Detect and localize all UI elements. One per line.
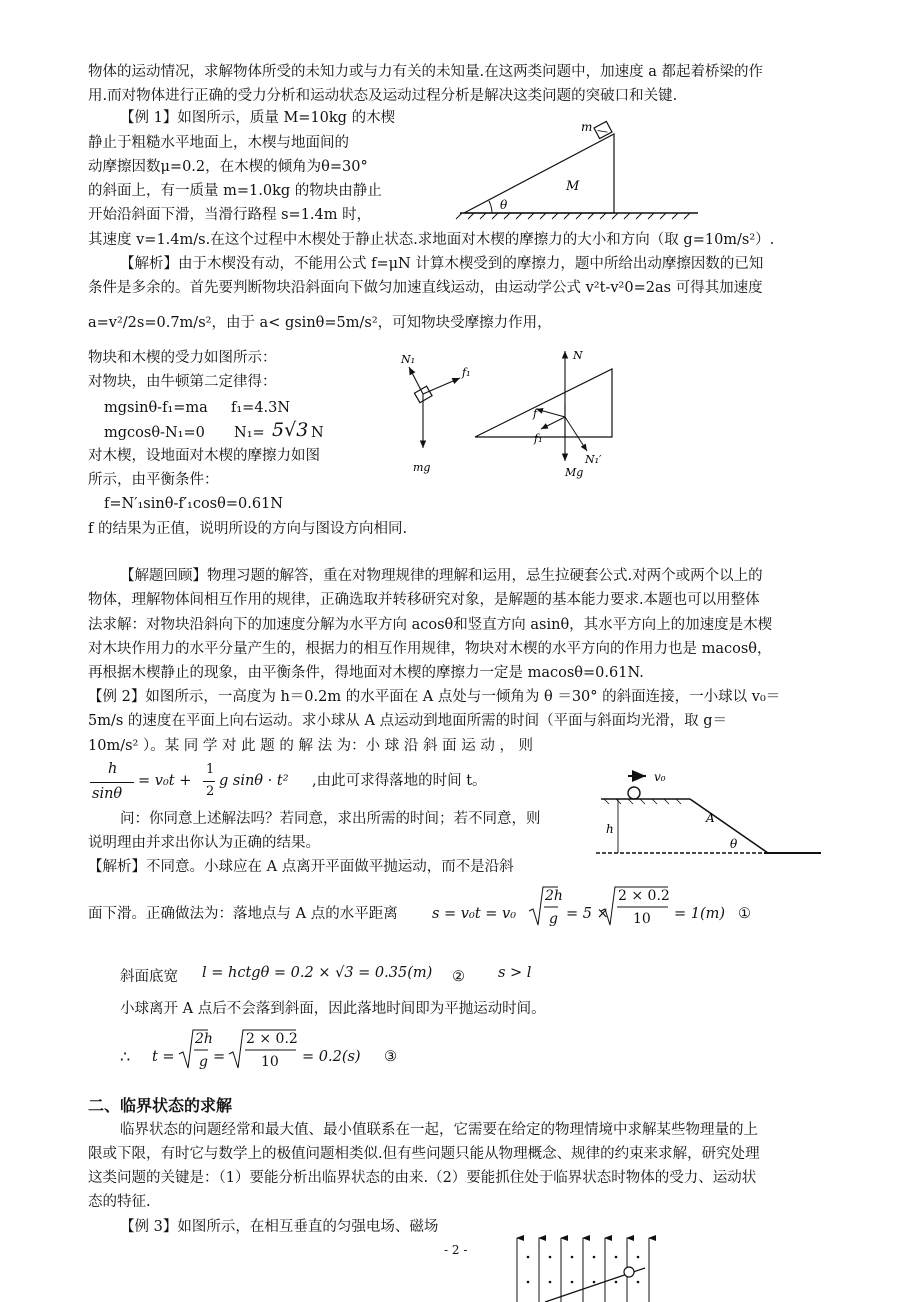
sol2-eq3-sqrt1-num: 2h (195, 1031, 213, 1047)
sol1-eq2-value: 5√3 (272, 419, 309, 441)
sol2-eq1-c: = 1(m) (674, 906, 726, 922)
sol1-line-6: 对木楔，设地面对木楔的摩擦力如图 (88, 448, 320, 464)
review-line-4: 对木块作用力的水平分量产生的，根据力的相互作用规律，物块对木楔的水平方向的作用力也是 macosθ， (88, 641, 772, 657)
review-line-5: 再根据木楔静止的现象，由平衡条件，得地面对木楔的摩擦力一定是 macosθ=0.61N. (88, 665, 644, 681)
sol2-eq3-sqrt1-den: g (199, 1054, 208, 1070)
fig3-label-A: A (706, 811, 715, 825)
sec2-line-1: 临界状态的问题经常和最大值、最小值联系在一起，它需要在给定的物理情境中求解某些物理量的上 (120, 1122, 758, 1138)
sol2-eq3-d: = 0.2(s) (302, 1049, 361, 1065)
sec2-line-4: 态的特征. (88, 1194, 151, 1210)
sol1-line-7: 所示，由平衡条件： (88, 472, 219, 488)
fig1-label-theta: θ (500, 198, 508, 212)
fig3-label-v0: v₀ (654, 770, 666, 784)
ex1-line-6: 其速度 v=1.4m/s.在这个过程中木楔处于静止状态.求地面对木楔的摩擦力的大小和方向（取 g=10m/s²）. (88, 232, 775, 248)
fig1-label-M: M (566, 179, 580, 194)
fig3-label-theta: θ (730, 837, 738, 851)
sol2-line-2: 面下滑。正确做法为：落地点与 A 点的水平距离 (88, 906, 398, 922)
fig2-label-N1-prime: N₁′ (585, 453, 602, 466)
sol2-eq3-therefore: ∴ (120, 1047, 131, 1066)
ex1-line-5: 开始沿斜面下滑，当滑行路程 s=1.4m 时， (88, 207, 372, 223)
sol1-line-3: a=v²/2s=0.7m/s²，由于 a< gsinθ=5m/s²，可知物块受摩擦力作用， (88, 315, 552, 331)
sol1-eq2-unit: N (311, 425, 324, 441)
sol1-eq2-mid: N₁= (234, 425, 265, 441)
force-diagram (395, 343, 655, 483)
sol2-line-3: 斜面底宽 (120, 969, 178, 985)
sec2-line-2: 限或下限，有时它与数学上的极值问题相类似.但有些问题只能从物理概念、规律的约束来求解，研究处理 (88, 1146, 760, 1162)
ex1-line-2: 静止于粗糙水平地面上，木楔与地面间的 (88, 135, 349, 151)
fig2-label-f1-prime: f₁ (534, 432, 543, 445)
sol1-line-8: f 的结果为正值，说明所设的方向与图设方向相同. (88, 521, 408, 537)
sec2-line-3: 这类问题的关键是：（1）要能分析出临界状态的由来.（2）要能抓住处于临界状态时物体的受力、运动状 (88, 1170, 757, 1186)
fig2-label-N: N (573, 349, 583, 362)
ex2-line-4: 问：你同意上述解法吗？若同意，求出所需的时间；若不同意，则 (120, 811, 541, 827)
sol2-eq1-sqrt1-num: 2h (545, 888, 563, 904)
ex2-formula-tail: g sinθ · t² (219, 773, 289, 789)
ex1-line-3: 动摩擦因数μ=0.2，在木楔的倾角为θ=30° (88, 159, 368, 175)
fig3-label-h: h (606, 822, 614, 836)
ex2-formula-rhs: = v₀t + (138, 773, 192, 789)
ex2-formula-half-num: 1 (206, 762, 215, 777)
ex1-line-4: 的斜面上，有一质量 m=1.0kg 的物块由静止 (88, 183, 382, 199)
ex2-formula-bar (90, 782, 134, 783)
sol1-line-2: 条件是多余的。首先要判断物块沿斜面向下做匀加速直线运动，由运动学公式 v²t-v²0=2as 可得其加速度 (88, 280, 763, 296)
sol2-eq1-number: ① (738, 906, 751, 922)
sol1-eq2-left: mgcosθ-N₁=0 (104, 425, 205, 441)
ex2-line-2: 5m/s 的速度在平面上向右运动。求小球从 A 点运动到地面所需的时间（平面与斜面均光滑，取 g＝ (88, 713, 727, 729)
intro-line-2: 用.而对物体进行正确的受力分析和运动状态及运动过程分析是解决这类问题的突破口和关键. (88, 88, 678, 104)
sol2-eq1-b: = 5 × (566, 906, 609, 922)
sol1-line-1: 【解析】由于木楔没有动，不能用公式 f=μN 计算木楔受到的摩擦力，题中所给出动摩擦因数的已知 (120, 256, 764, 272)
section-2-title: 二、临界状态的求解 (88, 1096, 233, 1115)
sol2-eq3-number: ③ (384, 1049, 397, 1065)
fig1-label-m: m (581, 120, 593, 134)
sol2-eq2: l = hctgθ = 0.2 × √3 = 0.35(m) (202, 965, 433, 981)
ex2-formula-after: ,由此可求得落地的时间 t。 (312, 773, 487, 789)
review-line-1: 【解题回顾】物理习题的解答，重在对物理规律的理解和运用，忌生拉硬套公式.对两个或两个以上的 (120, 568, 763, 584)
sol2-eq2-b: s > l (498, 965, 532, 981)
ex2-formula-den: sinθ (92, 786, 123, 802)
sol2-eq3-b: t = (152, 1049, 175, 1065)
sec2-ex3: 【例 3】如图所示，在相互垂直的匀强电场、磁场 (120, 1219, 439, 1235)
intro-line-1: 物体的运动情况，求解物体所受的未知力或与力有关的未知量.在这两类问题中，加速度 a 都起着桥梁的作 (88, 64, 763, 80)
sol2-eq3-sqrt2-num: 2 × 0.2 (246, 1031, 298, 1047)
sol1-line-4: 物块和木楔的受力如图所示： (88, 350, 277, 366)
fig2-label-f1: f₁ (462, 366, 471, 379)
sol1-eq1-right: f₁=4.3N (231, 400, 291, 416)
sol2-eq3-sqrt2-den: 10 (261, 1054, 279, 1070)
sol1-eq3: f=N′₁sinθ-f′₁cosθ=0.61N (104, 496, 283, 512)
review-line-2: 物体，理解物体间相互作用的规律，正确选取并转移研究对象，是解题的基本能力要求.本题也可以用整体 (88, 592, 760, 608)
ex1-line-1: 【例 1】如图所示，质量 M=10kg 的木楔 (120, 110, 396, 126)
ex2-formula-half-den: 2 (206, 784, 215, 799)
sol2-eq1-sqrt2-num: 2 × 0.2 (618, 888, 670, 904)
field-figure (505, 1232, 685, 1302)
sol2-eq1-a: s = v₀t = v₀ (432, 906, 517, 922)
review-line-3: 法求解：对物块沿斜向下的加速度分解为水平方向 acosθ和竖直方向 asinθ，其水平方向上的加速度是木楔 (88, 617, 773, 633)
ex2-formula-num: h (108, 761, 118, 777)
fig2-label-mg: mg (413, 461, 431, 474)
ex2-line-1: 【例 2】如图所示，一高度为 h＝0.2m 的水平面在 A 点处与一倾角为 θ ＝30° 的斜面连接，一小球以 v₀＝ (88, 689, 781, 705)
sol2-eq2-number: ② (452, 969, 465, 985)
incline-figure (596, 768, 826, 863)
wedge-figure (448, 108, 708, 223)
fig2-label-Mg: Mg (565, 466, 584, 479)
sol2-line-4: 小球离开 A 点后不会落到斜面，因此落地时间即为平抛运动时间。 (120, 1001, 546, 1017)
sol2-line-1: 【解析】不同意。小球应在 A 点离开平面做平抛运动，而不是沿斜 (88, 859, 514, 875)
ex2-line-5: 说明理由并求出你认为正确的结果。 (88, 835, 320, 851)
sol2-eq1-sqrt2-den: 10 (633, 911, 651, 927)
page-number: - 2 - (444, 1243, 468, 1257)
sol1-eq1-left: mgsinθ-f₁=ma (104, 400, 208, 416)
fig2-label-N1: N₁ (401, 353, 416, 366)
fig2-label-f: f (533, 407, 538, 420)
ex2-line-3: 10m/s² ）。某 同 学 对 此 题 的 解 法 为：小 球 沿 斜 面 运 动 ， 则 (88, 738, 534, 754)
sol2-eq1-sqrt1-den: g (549, 911, 558, 927)
sol1-line-5: 对物块，由牛顿第二定律得： (88, 374, 277, 390)
sol2-eq3-c: = (213, 1049, 226, 1065)
